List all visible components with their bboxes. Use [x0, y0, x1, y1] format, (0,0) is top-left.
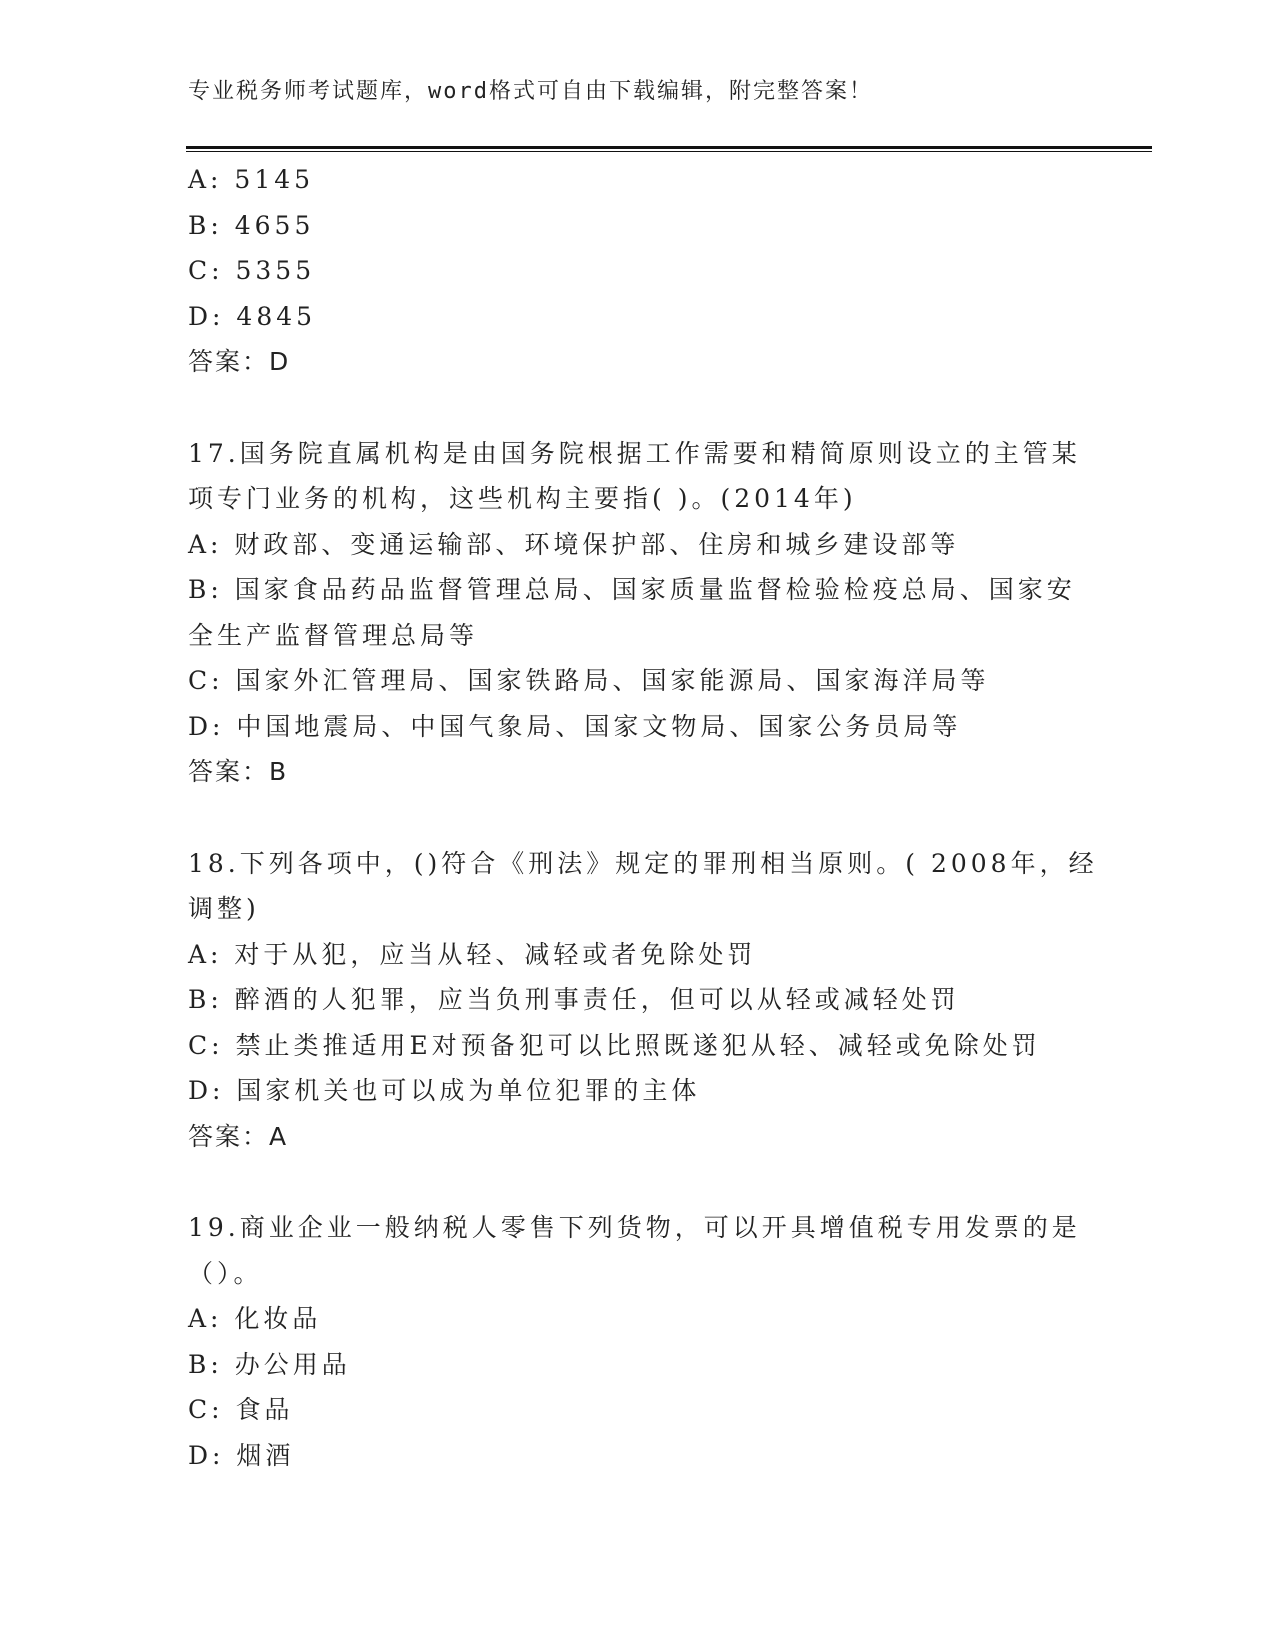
question-19 — [188, 1205, 1088, 1478]
option-c: C: 国家外汇管理局、国家铁路局、国家能源局、国家海洋局等 — [188, 666, 990, 695]
question-17 — [188, 431, 1088, 795]
option-c: C: 禁止类推适用E对预备犯可以比照既遂犯从轻、减轻或免除处罚 — [188, 1030, 1041, 1060]
header-rule-thin — [186, 151, 1152, 152]
question-stem-cont: 项专门业务的机构，这些机构主要指( )。(2014年) — [188, 484, 857, 513]
answer: 答案：A — [188, 1121, 289, 1151]
question-stem: 18.下列各项中，()符合《刑法》规定的罪刑相当原则。( 2008年，经 — [188, 848, 1098, 878]
option-a: A: 对于从犯，应当从轻、减轻或者免除处罚 — [188, 939, 757, 969]
question-stem-cont: 调整) — [188, 894, 260, 923]
option-b: B: 国家食品药品监督管理总局、国家质量监督检验检疫总局、国家安 — [188, 575, 1076, 604]
question-list — [188, 157, 1098, 1478]
spacer — [188, 1159, 1088, 1205]
answer: 答案：D — [188, 347, 291, 376]
option-b: B: 醉酒的人犯罪，应当负刑事责任，但可以从轻或减轻处罚 — [188, 985, 960, 1014]
option-c: C: 5355 — [188, 256, 316, 285]
option-b: B: 4655 — [188, 210, 315, 240]
option-d: D: 烟酒 — [188, 1440, 295, 1470]
spacer — [188, 385, 1088, 431]
option-a: A: 5145 — [188, 165, 315, 194]
option-b-cont: 全生产监督管理总局等 — [188, 620, 479, 650]
question-16 — [188, 157, 1088, 385]
option-c: C: 食品 — [188, 1395, 294, 1424]
answer: 答案：B — [188, 757, 289, 786]
spacer — [188, 795, 1088, 841]
question-18 — [188, 841, 1098, 1160]
page-header: 专业税务师考试题库，word格式可自由下载编辑，附完整答案！ — [188, 79, 873, 104]
option-a: A: 财政部、变通运输部、环境保护部、住房和城乡建设部等 — [188, 529, 960, 559]
option-d: D: 中国地震局、中国气象局、国家文物局、国家公务员局等 — [188, 711, 962, 741]
header-rule-thick — [186, 146, 1152, 149]
option-d: D: 4845 — [188, 301, 317, 331]
option-b: B: 办公用品 — [188, 1349, 351, 1379]
question-stem-cont: （）。 — [188, 1258, 263, 1288]
question-stem: 19.商业企业一般纳税人零售下列货物，可以开具增值税专用发票的是 — [188, 1213, 1081, 1242]
option-a: A: 化妆品 — [188, 1304, 322, 1333]
option-d: D: 国家机关也可以成为单位犯罪的主体 — [188, 1076, 701, 1105]
question-stem: 17.国务院直属机构是由国务院根据工作需要和精简原则设立的主管某 — [188, 438, 1081, 468]
